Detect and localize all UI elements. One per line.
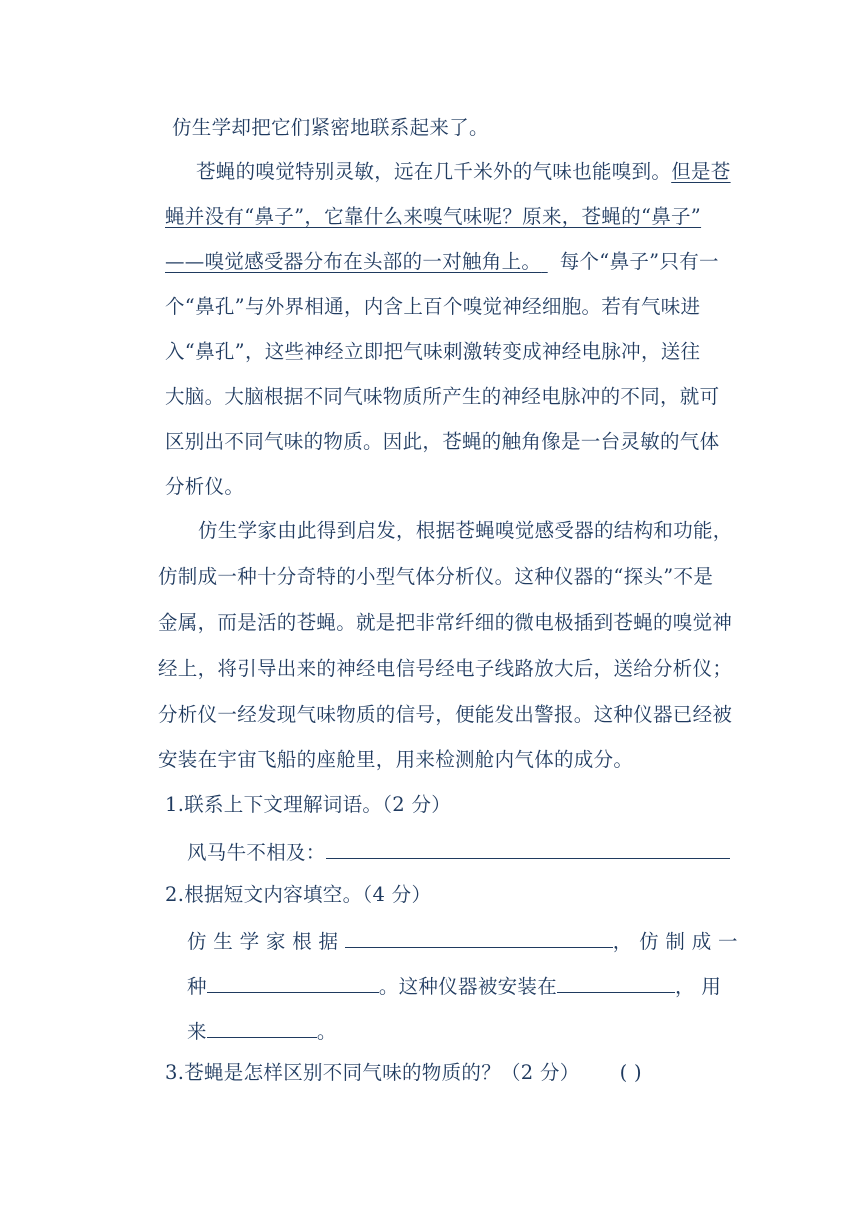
- underlined-sentence: [165, 202, 733, 232]
- question-2-row: [187, 970, 721, 1002]
- passage-line: 仿生学家由此得到启发，根据苍蝇嗅觉感受器的结构和功能，: [198, 519, 733, 542]
- passage-line: 金属，而是活的苍蝇。就是把非常纤细的微电极插到苍蝇的嗅觉神: [158, 611, 733, 634]
- question-3-row: [165, 1058, 642, 1088]
- question-text: ， 仿 制 成 一: [612, 930, 738, 953]
- question-1-term: 风马牛不相及：: [187, 841, 326, 864]
- question-3-title: 3.苍蝇是怎样区别不同气味的物质的？（2 分）: [165, 1061, 580, 1084]
- question-text: 。: [316, 1020, 337, 1043]
- question-text: 来: [187, 1020, 207, 1043]
- passage-line: 仿生学却把它们紧密地联系起来了。: [172, 116, 489, 139]
- passage-line: 分析仪一经发现气味物质的信号，便能发出警报。这种仪器已经被: [158, 703, 733, 726]
- underlined-text: 蝇并没有“鼻子”，它靠什么来嗅气味呢？原来，苍蝇的“鼻子”: [165, 205, 702, 228]
- passage-line: 经上，将引导出来的神经电信号经电子线路放大后，送给分析仪；: [158, 657, 733, 680]
- underlined-sentence: ——嗅觉感受器分布在头部的一对触角上。: [165, 250, 542, 273]
- answer-blank[interactable]: [207, 1015, 317, 1038]
- question-2-title: 2.根据短文内容填空。（4 分）: [165, 883, 432, 906]
- question-text: 种: [187, 975, 207, 998]
- passage-line: 大脑。大脑根据不同气味物质所产生的神经电脉冲的不同，就可: [165, 385, 720, 408]
- passage-line: 分析仪。: [165, 475, 245, 498]
- passage-text: 每个“鼻子”只有一: [559, 250, 719, 273]
- question-2-row: [187, 925, 738, 957]
- passage-line: [196, 157, 731, 187]
- passage-line: 入“鼻孔”，这些神经立即把气味刺激转变成神经电脉冲，送往: [165, 340, 701, 363]
- underline-gap: [541, 247, 553, 277]
- answer-parentheses[interactable]: ( ): [619, 1061, 642, 1084]
- question-text: ， 用: [675, 975, 722, 998]
- answer-blank[interactable]: [345, 925, 613, 948]
- passage-line: 仿制成一种十分奇特的小型气体分析仪。这种仪器的“探头”不是: [158, 565, 714, 588]
- question-2-row: [187, 1015, 337, 1047]
- answer-blank[interactable]: [207, 970, 379, 993]
- passage-line: 区别出不同气味的物质。因此，苍蝇的触角像是一台灵敏的气体: [165, 430, 720, 453]
- passage-line: 个“鼻孔”与外界相通，内含上百个嗅觉神经细胞。若有气味进: [165, 295, 701, 318]
- passage-line: 安装在宇宙飞船的座舱里，用来检测舱内气体的成分。: [158, 748, 634, 771]
- question-text: 。这种仪器被安装在: [378, 975, 558, 998]
- underlined-sentence: 但是苍: [671, 160, 731, 183]
- answer-blank[interactable]: [557, 970, 675, 993]
- answer-blank[interactable]: [326, 836, 730, 859]
- question-text: 仿 生 学 家 根 据: [187, 930, 339, 953]
- question-1-row: [187, 836, 730, 868]
- passage-text: 苍蝇的嗅觉特别灵敏，远在几千米外的气味也能嗅到。: [196, 160, 672, 183]
- passage-line: [165, 247, 719, 277]
- question-1-title: 1.联系上下文理解词语。（2 分）: [165, 793, 452, 816]
